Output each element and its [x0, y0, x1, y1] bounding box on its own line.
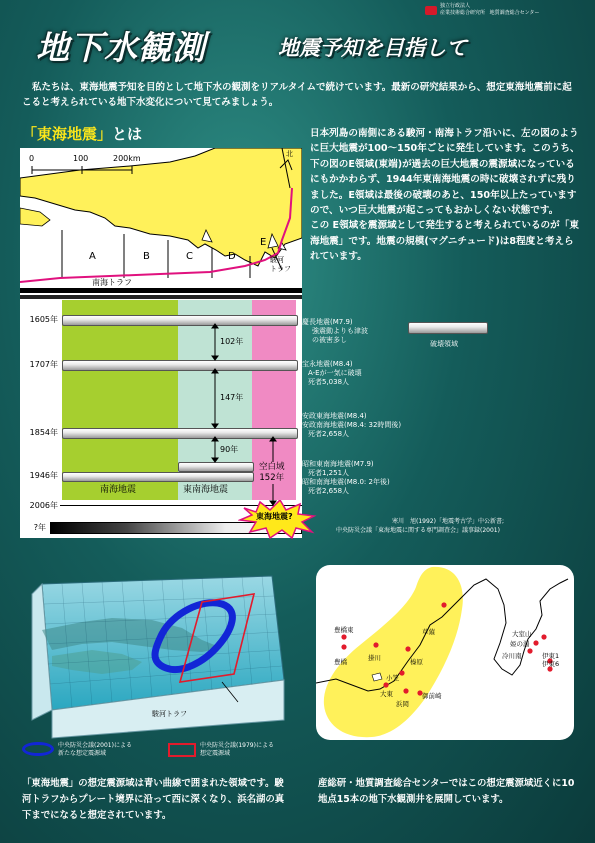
yellow-zone: [324, 567, 463, 737]
legend-red-label: 中央防災会議(1979)による 想定震源域: [200, 742, 274, 757]
year-unknown: ?年: [33, 523, 46, 532]
scale-label-200: 200km: [113, 154, 141, 163]
well-haibara: 榛原: [410, 658, 423, 666]
aist-logo-icon: [425, 6, 437, 15]
event-1944-title: 昭和東南海地震(M7.9): [302, 460, 374, 468]
zone-b-label: B: [143, 251, 150, 262]
interval-147: 147年: [220, 393, 244, 402]
source-line2: 中央防災会議「東海地震に関する専門調査会」議事録(2001): [336, 527, 500, 534]
well-ito-6: 伊東6: [542, 660, 560, 668]
event-1854-title: 安政東海地震(M8.4) 安政南海地震(M8.4: 32時間後): [302, 412, 402, 429]
year-1854: 1854年: [29, 428, 58, 437]
event-1605-detail: 強震動よりも津波 の被害多し: [312, 327, 368, 344]
nankai-trough-label: 南海トラフ: [92, 278, 132, 287]
main-title: 地下水観測: [36, 28, 206, 67]
section-title-rest: とは: [112, 125, 143, 143]
well-ogasa: 小笠: [386, 674, 399, 682]
year-1946: 1946年: [29, 471, 58, 480]
rupture-legend-bar: [408, 322, 488, 334]
well-kakegawa: 掛川: [368, 654, 381, 662]
org-small: 独立行政法人: [440, 3, 471, 9]
year-2006: 2006年: [29, 501, 58, 510]
year-1605: 1605年: [29, 315, 58, 324]
year-1707: 1707年: [29, 360, 58, 369]
legend-blue-label: 中央防災会議(2001)による 新たな想定震源域: [58, 742, 132, 757]
gap-152: 空白域 152年: [259, 462, 285, 483]
north-label: 北: [286, 150, 293, 158]
wells-map-drawing: [316, 565, 574, 740]
event-1946-title: 昭和南海地震(M8.0: 2年後): [302, 478, 390, 486]
well-omaezaki: 御前崎: [422, 692, 442, 700]
zone-c-label: C: [186, 251, 193, 262]
intro-text: 私たちは、東海地震予知を目的として地下水の観測をリアルタイムで続けています。最新の研究結果から、想定東海地震前に起こると考えられている地下水変化について見てみましょう。: [22, 82, 572, 108]
well-ito-1: 伊東1: [542, 652, 560, 660]
event-1707-detail: A-Eが一気に破壊 死者5,038人: [308, 369, 362, 386]
section-title: [22, 123, 142, 144]
nankai-label: 南海地震: [100, 485, 137, 495]
scale-label-100: 100: [73, 154, 89, 163]
well-toyohashi: 豊橋: [334, 658, 347, 666]
sub-title: 地震予知を目指して: [278, 36, 467, 60]
suruga-trough-label: 駿河 トラフ: [270, 256, 291, 273]
well-himenoyu: 姫の湯: [510, 640, 530, 648]
event-1946-detail: 死者2,658人: [308, 487, 350, 495]
tokai-description: 日本列島の南側にある駿河・南海トラフ沿いに、左の図のように巨大地震が100〜150年ごとに発生しています。このうち、下の図のE領域(東端)が過去の巨大地震の震源域になっているにもかかわらず、1944年東南海地震の時に破壊されずに残りました。E領域は最後の破壊のあと、150年以上たっていますので、いつ巨大地震が起こってもおかしくない状態です。 この E領域を震源域として発生すると考えられているのが「東海地震」です。地震の規模(マグニチュード)は8程度と考えられています。: [310, 128, 580, 263]
section-title-quoted: 「東海地震」: [22, 125, 113, 143]
event-1605-title: 慶長地震(M7.9): [302, 318, 353, 326]
caption-left: 「東海地震」の想定震源域は青い曲線で囲まれた領域です。駿河トラフからプレート境界に沿って西に深くなり、浜名湖の真下までになると想定されています。: [22, 778, 285, 821]
zone-d-label: D: [228, 251, 236, 262]
scale-label-0: 0: [29, 154, 35, 163]
well-hiekawa-minami: 冷川南: [502, 652, 522, 660]
model-trough-label: 駿河トラフ: [152, 710, 187, 718]
legend-red-icon: [168, 743, 196, 757]
caption-right: 産総研・地質調査総合センターではこの想定震源域近くに10地点15本の地下水観測井を展開しています。: [318, 778, 575, 805]
event-1854-detail: 死者2,658人: [308, 430, 350, 438]
tokai-figure-panel: [20, 148, 302, 538]
org-name: [440, 3, 588, 17]
event-1707-title: 宝永地震(M8.4): [302, 360, 353, 368]
org-line1: 産業技術総合研究所: [440, 10, 486, 16]
tonankai-label: 東南海地震: [183, 485, 229, 495]
source-line1: 寒川 旭(1992)「地震考古学」中公新書;: [392, 518, 504, 525]
zone-e-label: E: [260, 237, 267, 248]
rupture-legend-label: 破壊領域: [430, 340, 458, 348]
well-omuroyama: 大室山: [512, 630, 532, 638]
interval-90: 90年: [220, 445, 239, 454]
org-line2: 地質調査総合センター: [489, 10, 540, 16]
well-toyohashi-higashi: 豊橋東: [334, 626, 354, 634]
observation-wells-map: [316, 565, 574, 740]
legend-blue-icon: [22, 742, 54, 756]
org-line: [440, 10, 588, 17]
interval-102: 102年: [220, 337, 244, 346]
well-daito: 大東: [380, 690, 393, 698]
event-1944-detail: 死者1,251人: [308, 469, 350, 477]
zone-a-label: A: [89, 251, 96, 262]
source-model-3d: [22, 570, 290, 740]
tokai-burst-label: 東海地震?: [256, 512, 293, 521]
well-hamaoka: 浜岡: [396, 700, 409, 708]
well-kusanagi: 草薙: [422, 628, 435, 636]
